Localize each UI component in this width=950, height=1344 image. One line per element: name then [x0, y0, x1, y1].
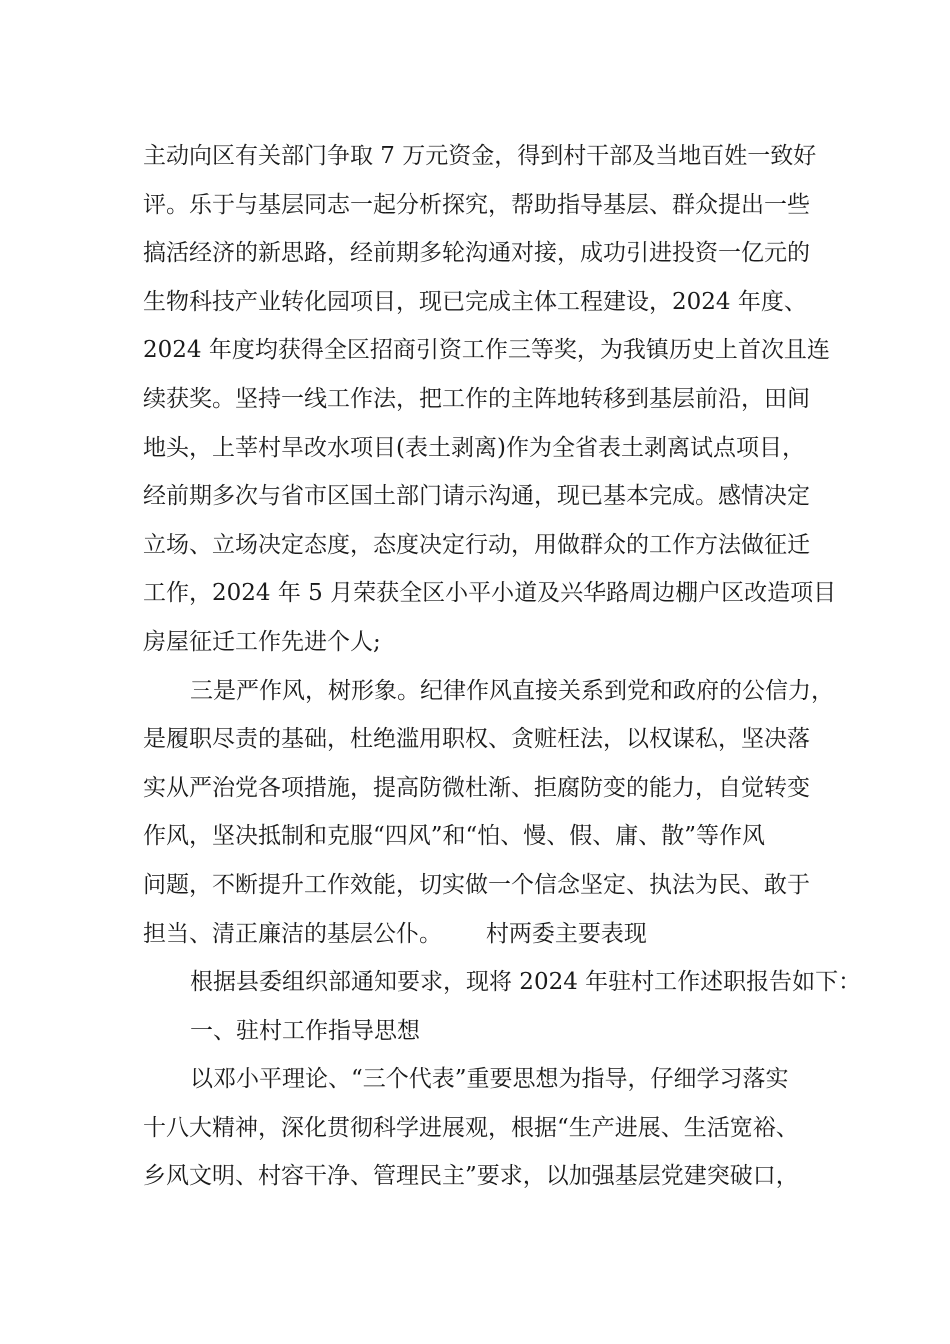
document-body: [143, 132, 862, 1201]
paragraph-start-line: 以邓小平理论、“三个代表”重要思想为指导，仔细学习落实: [190, 1066, 789, 1093]
paragraph-start-line: 根据县委组织部通知要求，现将 2024 年驻村工作述职报告如下：: [190, 969, 862, 996]
text-line: 经前期多次与省市区国土部门请示沟通，现已基本完成。感情决定: [143, 483, 810, 510]
text-line: 十八大精神，深化贯彻科学进展观，根据“生产进展、生活宽裕、: [143, 1114, 799, 1141]
text-line: 评。乐于与基层同志一起分析探究，帮助指导基层、群众提出一些: [143, 191, 810, 218]
paragraph-start-line: 三是严作风，树形象。纪律作风直接关系到党和政府的公信力，: [190, 677, 834, 704]
text-line: 担当、清正廉洁的基层公仆。 村两委主要表现: [143, 920, 647, 947]
text-line: 工作，2024 年 5 月荣获全区小平小道及兴华路周边棚户区改造项目: [143, 580, 837, 607]
text-line: 续获奖。坚持一线工作法，把工作的主阵地转移到基层前沿，田间: [143, 385, 810, 412]
text-line: 主动向区有关部门争取 7 万元资金，得到村干部及当地百姓一致好: [143, 143, 817, 169]
text-line: 问题，不断提升工作效能，切实做一个信念坚定、执法为民、敢于: [143, 871, 810, 898]
text-line: 搞活经济的新思路，经前期多轮沟通对接，成功引进投资一亿元的: [143, 240, 810, 267]
text-line: 作风，坚决抵制和克服“四风”和“怕、慢、假、庸、散”等作风: [143, 823, 766, 850]
text-line: 地头，上莘村旱改水项目(表土剥离)作为全省表土剥离试点项目，: [143, 434, 805, 461]
section-heading: 一、驻村工作指导思想: [190, 1017, 420, 1044]
text-line: 2024 年度均获得全区招商引资工作三等奖，为我镇历史上首次且连: [143, 337, 830, 364]
text-line: 立场、立场决定态度，态度决定行动，用做群众的工作方法做征迁: [143, 531, 810, 558]
text-line: 生物科技产业转化园项目，现已完成主体工程建设，2024 年度、: [143, 288, 807, 315]
text-line: 实从严治党各项措施，提高防微杜渐、拒腐防变的能力，自觉转变: [143, 774, 810, 801]
text-line: 是履职尽责的基础，杜绝滥用职权、贪赃枉法，以权谋私，坚决落: [143, 726, 810, 753]
text-line: 乡风文明、村容干净、管理民主”要求，以加强基层党建突破口，: [143, 1163, 799, 1190]
text-line: 房屋征迁工作先进个人;: [143, 628, 381, 655]
